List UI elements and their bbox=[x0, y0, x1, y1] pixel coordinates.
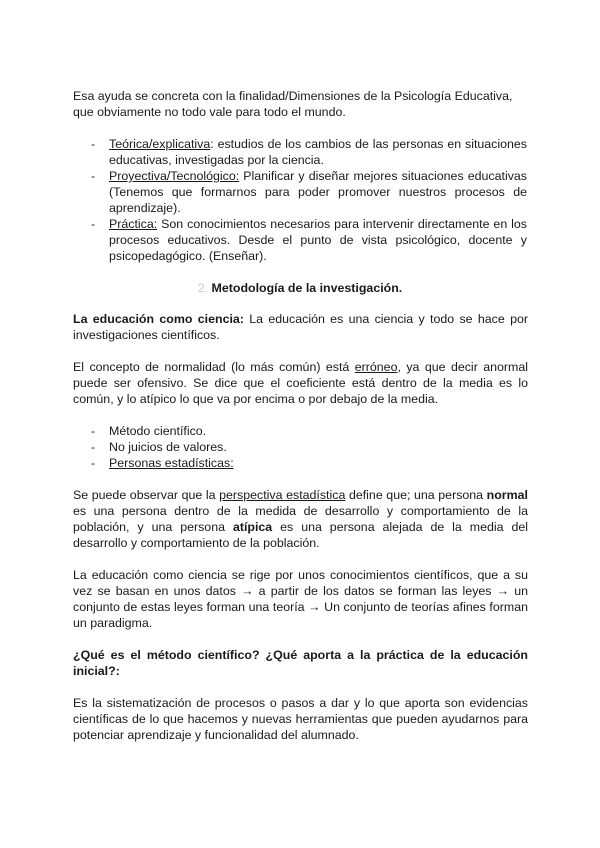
section-heading bbox=[0, 280, 600, 296]
list-item-teorica: Teórica/explicativa: estudios de los cambios de las personas en situaciones educativas, investigadas por la ciencia. bbox=[109, 137, 527, 167]
list-item-metodo: Método científico. bbox=[109, 424, 207, 438]
list-dash: - bbox=[91, 137, 96, 151]
answer-paragraph: Es la sistematización de procesos o pasos a dar y lo que aporta son evidencias científicas de lo que hacemos y nuevas herramientas que pueden ayudarnos para potenciar aprendizaje y funcionalidad del alumnado. bbox=[73, 696, 528, 742]
perspectiva-paragraph: Se puede observar que la perspectiva estadística define que; una persona normal es una persona dentro de la medida de desarrollo y comportamiento de la población, y una persona atípica es una persona alejada de la media del desarrollo y comportamiento de la población. bbox=[73, 488, 529, 550]
ciencia-paragraph: La educación como ciencia: La educación es una ciencia y todo se hace por investigaciones científicos. bbox=[73, 312, 528, 342]
intro-paragraph: Esa ayuda se concreta con la finalidad/Dimensiones de la Psicología Educativa, que obviamente no todo vale para todo el mundo. bbox=[73, 89, 513, 119]
list-item-practica: Práctica: Son conocimientos necesarios para intervenir directamente en los procesos educativos. Desde el punto de vista psicológico, docente y psicopedagógico. (Enseñar). bbox=[109, 217, 527, 263]
term-practica: Práctica: bbox=[109, 217, 158, 231]
normal-bold: normal bbox=[486, 488, 528, 502]
list-item-proyectiva: Proyectiva/Tecnológico: Planificar y diseñar mejores situaciones educativas (Tenemos que formarnos para poder promover nuestros procesos de aprendizaje). bbox=[109, 169, 527, 215]
section-number: 2. bbox=[197, 281, 209, 295]
atipica-bold: atípica bbox=[232, 520, 273, 534]
paradigma-paragraph: La educación como ciencia se rige por unos conocimientos científicos, que a su vez se basan en unos datos → a partir de los datos se forman las leyes → un conjunto de estas leyes forman una teoría → Un conjunto de teorías afines forman un paradigma. bbox=[73, 568, 528, 630]
list-dash: - bbox=[91, 424, 96, 438]
term-proyectiva: Proyectiva/Tecnológico: bbox=[109, 169, 240, 183]
list-dash: - bbox=[91, 456, 96, 470]
ciencia-label: La educación como ciencia: bbox=[73, 312, 244, 326]
question-heading: ¿Qué es el método científico? ¿Qué aporta a la práctica de la educación inicial?: bbox=[73, 648, 528, 678]
normalidad-paragraph: El concepto de normalidad (lo más común) está erróneo, ya que decir anormal puede ser ofensivo. Se dice que el coeficiente está dentro de la media es lo común, y lo atípico lo que va por encima o por debajo de la media. bbox=[73, 360, 529, 406]
erroneo-underlined: erróneo bbox=[354, 360, 398, 374]
term-teorica: Teórica/explicativa bbox=[109, 137, 211, 151]
section-title: Metodología de la investigación. bbox=[211, 281, 403, 295]
list-dash: - bbox=[91, 440, 96, 454]
list-dash: - bbox=[91, 169, 96, 183]
perspectiva-underlined: perspectiva estadística bbox=[219, 488, 346, 502]
list-item-juicios: No juicios de valores. bbox=[109, 440, 227, 454]
list-dash: - bbox=[91, 217, 96, 231]
list-item-personas: Personas estadísticas: bbox=[109, 456, 234, 470]
